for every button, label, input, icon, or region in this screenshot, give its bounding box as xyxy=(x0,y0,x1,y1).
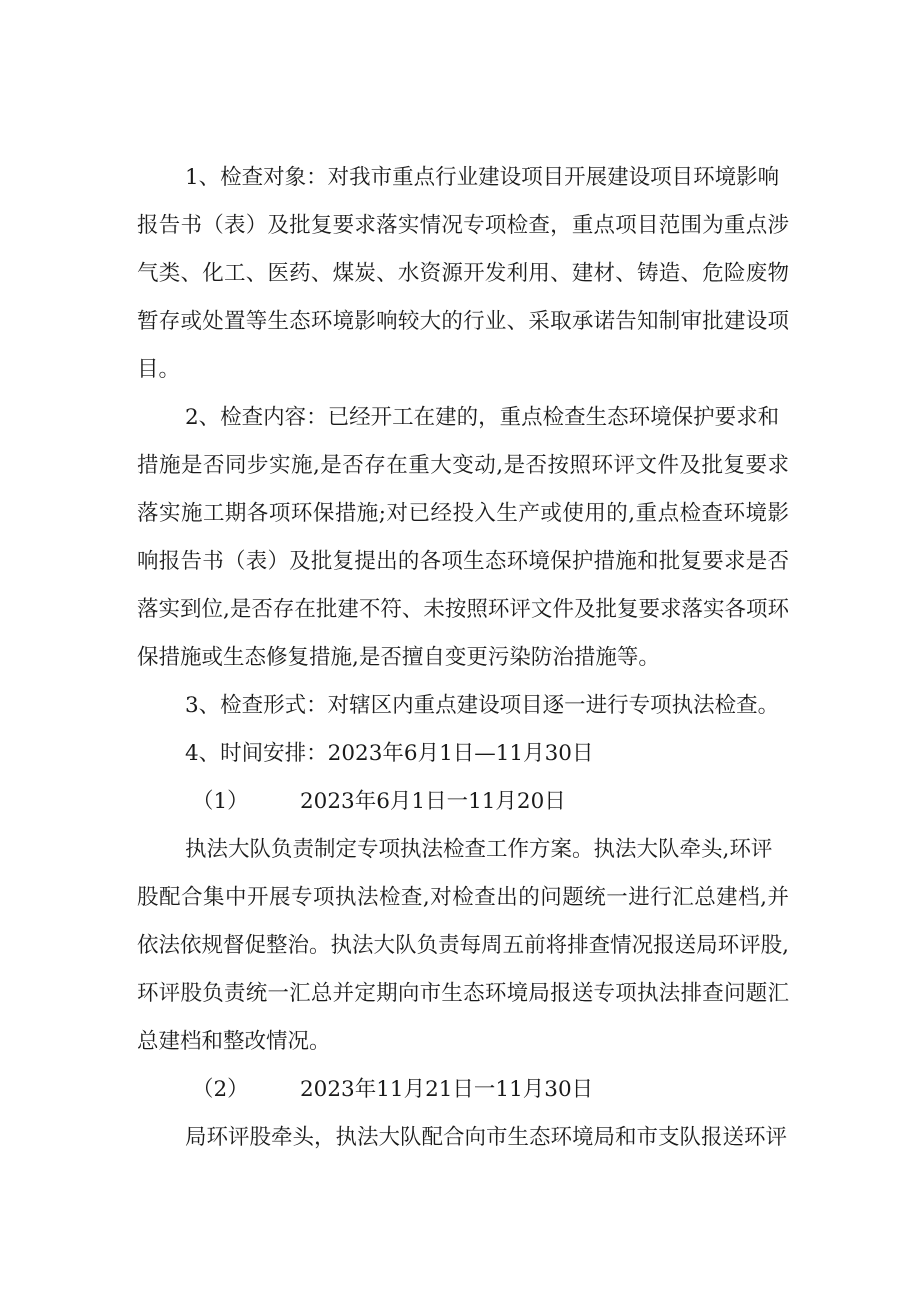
item2-line-5: 落实到位,是否存在批建不符、未按照环评文件及批复要求落实各项环 xyxy=(137,597,789,622)
phase1-line-5: 总建档和整改情况。 xyxy=(137,1029,331,1054)
phase1-line-4: 环评股负责统一汇总并定期向市生态环境局报送专项执法排查问题汇 xyxy=(137,981,789,1006)
item1-line-2: 报告书（表）及批复要求落实情况专项检查，重点项目范围为重点涉 xyxy=(137,213,789,238)
phase1-line-2: 股配合集中开展专项执法检查,对检查出的问题统一进行汇总建档,并 xyxy=(137,885,789,910)
phase2-date: 2023年11月21日一11月30日 xyxy=(300,1077,594,1102)
phase2-label: （2） xyxy=(192,1077,249,1102)
phase1-line-3: 依法依规督促整治。执法大队负责每周五前将排查情况报送局环评股, xyxy=(137,933,789,958)
phase1-line-1: 执法大队负责制定专项执法检查工作方案。执法大队牵头,环评 xyxy=(185,837,773,862)
item1-line-4: 暂存或处置等生态环境影响较大的行业、采取承诺告知制审批建设项 xyxy=(137,309,789,334)
item1-line-5: 目。 xyxy=(137,357,181,382)
item3-line: 3、检查形式：对辖区内重点建设项目逐一进行专项执法检查。 xyxy=(185,693,780,718)
phase1-date: 2023年6月1日一11月20日 xyxy=(300,789,566,814)
item2-line-3: 落实施工期各项环保措施;对已经投入生产或使用的,重点检查环境影 xyxy=(137,501,789,526)
item2-line-6: 保措施或生态修复措施,是否擅自变更污染防治措施等。 xyxy=(137,645,660,670)
phase2-line-1: 局环评股牵头，执法大队配合向市生态环境局和市支队报送环评 xyxy=(185,1125,788,1150)
item2-line-2: 措施是否同步实施,是否存在重大变动,是否按照环评文件及批复要求 xyxy=(137,453,789,478)
phase1-label: （1） xyxy=(192,789,249,814)
item1-line-3: 气类、化工、医药、煤炭、水资源开发利用、建材、铸造、危险废物 xyxy=(137,261,789,286)
item2-line-1: 2、检查内容：已经开工在建的，重点检查生态环境保护要求和 xyxy=(185,405,780,430)
item1-line-1: 1、检查对象：对我市重点行业建设项目开展建设项目环境影响 xyxy=(185,165,780,190)
item4-line: 4、时间安排：2023年6月1日—11月30日 xyxy=(185,741,594,766)
item2-line-4: 响报告书（表）及批复提出的各项生态环境保护措施和批复要求是否 xyxy=(137,549,789,574)
